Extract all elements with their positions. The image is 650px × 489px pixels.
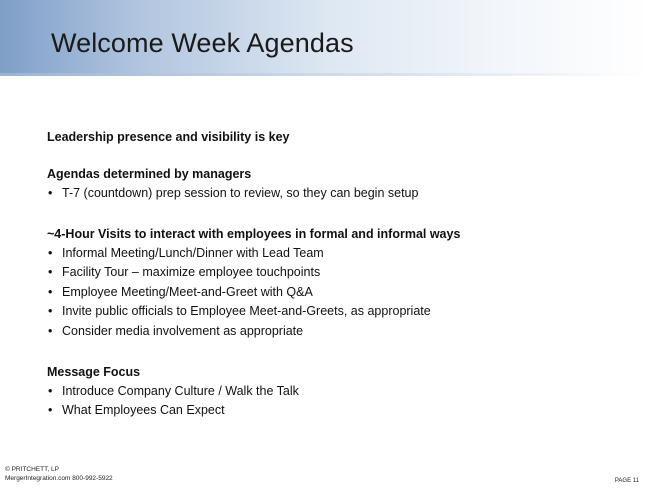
bullet-icon: •: [48, 265, 53, 280]
bullet-item: [47, 382, 627, 402]
slide-title: Welcome Week Agendas: [51, 28, 354, 58]
bullet-text: What Employees Can Expect: [62, 403, 225, 418]
bullet-item: [47, 184, 627, 204]
bullet-text: Introduce Company Culture / Walk the Talk: [62, 383, 299, 398]
bullet-icon: •: [48, 403, 53, 418]
bullet-text: Consider media involvement as appropriate: [62, 323, 304, 338]
section-heading: Leadership presence and visibility is key: [47, 130, 290, 144]
bullet-list: [47, 184, 627, 204]
section-heading: ~4-Hour Visits to interact with employees in formal and informal ways: [47, 226, 461, 241]
footer-contact: MergerIntegration.com 800-992-5922: [5, 475, 113, 482]
bullet-text: Informal Meeting/Lunch/Dinner with Lead Team: [62, 245, 324, 260]
bullet-item: [47, 322, 627, 342]
bullet-text: Invite public officials to Employee Meet-and-Greets, as appropriate: [62, 304, 431, 319]
bullet-icon: •: [48, 304, 53, 319]
bullet-item: [47, 283, 627, 303]
bullet-list: [47, 382, 627, 421]
bullet-item: [47, 263, 627, 283]
footer-copyright: © PRITCHETT, LP: [5, 466, 59, 473]
page-number: PAGE 11: [614, 478, 639, 484]
bullet-item: [47, 302, 627, 322]
bullet-item: [47, 244, 627, 264]
bullet-item: [47, 401, 627, 421]
bullet-list: [47, 244, 627, 342]
section-heading: Agendas determined by managers: [47, 167, 252, 181]
section-message-focus: [47, 362, 627, 421]
section-visits: [47, 224, 627, 342]
slide-content: [47, 127, 627, 441]
section-leadership: [47, 127, 627, 147]
bullet-icon: •: [48, 323, 53, 338]
bullet-text: Employee Meeting/Meet-and-Greet with Q&A: [62, 284, 313, 299]
bullet-icon: •: [48, 245, 53, 260]
bullet-text: T-7 (countdown) prep session to review, so they can begin setup: [62, 186, 419, 200]
footer-credits: [5, 465, 113, 483]
bullet-text: Facility Tour – maximize employee touchpoints: [62, 265, 321, 280]
section-heading: Message Focus: [47, 364, 141, 379]
bullet-icon: •: [48, 186, 53, 200]
title-band: [0, 0, 650, 76]
bullet-icon: •: [48, 383, 53, 398]
bullet-icon: •: [48, 284, 53, 299]
section-agendas: [47, 164, 627, 204]
